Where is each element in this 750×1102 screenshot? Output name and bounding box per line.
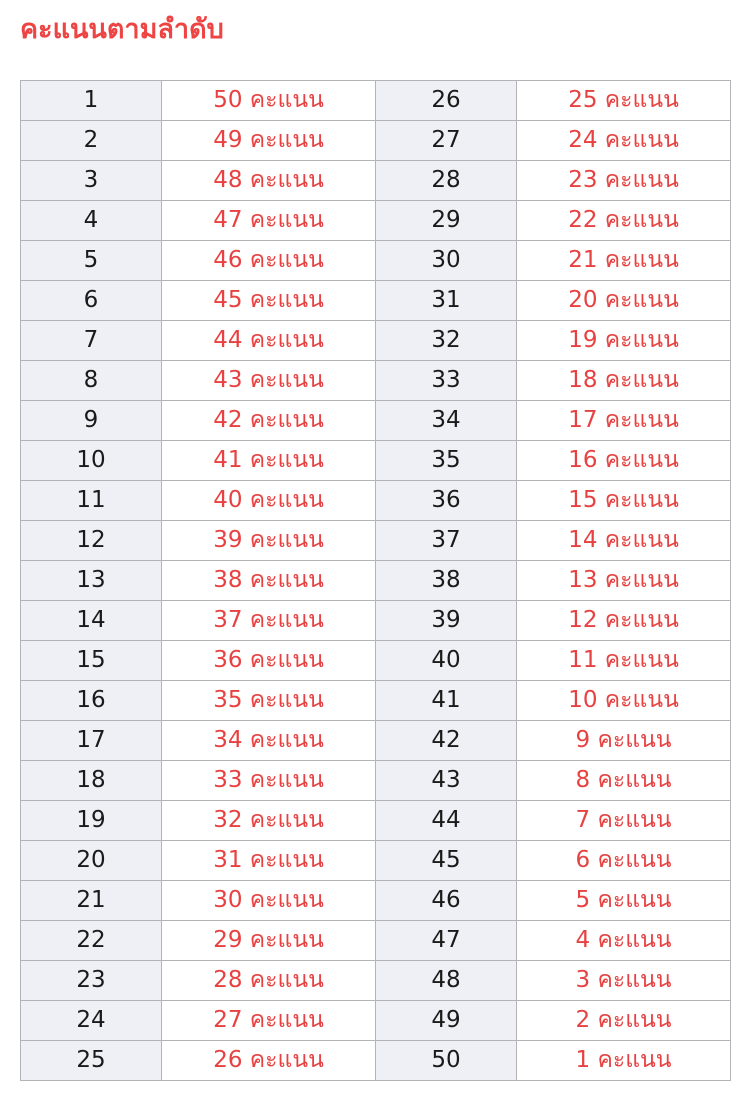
table-row: [21, 441, 731, 481]
score-left-cell: 38 คะแนน: [162, 561, 376, 601]
rank-left-cell: 5: [21, 241, 162, 281]
score-right-cell: 11 คะแนน: [517, 641, 731, 681]
table-row: [21, 841, 731, 881]
table-row: [21, 161, 731, 201]
score-right-cell: 12 คะแนน: [517, 601, 731, 641]
score-left-cell: 35 คะแนน: [162, 681, 376, 721]
table-row: [21, 1001, 731, 1041]
table-row: [21, 201, 731, 241]
rank-left-cell: 23: [21, 961, 162, 1001]
score-right-cell: 16 คะแนน: [517, 441, 731, 481]
rank-left-cell: 12: [21, 521, 162, 561]
table-row: [21, 81, 731, 121]
score-right-cell: 19 คะแนน: [517, 321, 731, 361]
score-left-cell: 41 คะแนน: [162, 441, 376, 481]
rank-left-cell: 19: [21, 801, 162, 841]
table-row: [21, 121, 731, 161]
table-row: [21, 921, 731, 961]
table-row: [21, 681, 731, 721]
table-row: [21, 881, 731, 921]
score-right-cell: 25 คะแนน: [517, 81, 731, 121]
rank-right-cell: 48: [376, 961, 517, 1001]
rank-right-cell: 28: [376, 161, 517, 201]
table-row: [21, 401, 731, 441]
rank-right-cell: 46: [376, 881, 517, 921]
rank-right-cell: 37: [376, 521, 517, 561]
score-left-cell: 26 คะแนน: [162, 1041, 376, 1081]
score-right-cell: 23 คะแนน: [517, 161, 731, 201]
rank-right-cell: 31: [376, 281, 517, 321]
rank-right-cell: 33: [376, 361, 517, 401]
rank-left-cell: 22: [21, 921, 162, 961]
rank-left-cell: 8: [21, 361, 162, 401]
rank-right-cell: 41: [376, 681, 517, 721]
rank-right-cell: 40: [376, 641, 517, 681]
score-left-cell: 28 คะแนน: [162, 961, 376, 1001]
score-left-cell: 27 คะแนน: [162, 1001, 376, 1041]
score-right-cell: 24 คะแนน: [517, 121, 731, 161]
table-row: [21, 721, 731, 761]
score-left-cell: 32 คะแนน: [162, 801, 376, 841]
rank-right-cell: 35: [376, 441, 517, 481]
table-row: [21, 1041, 731, 1081]
score-right-cell: 22 คะแนน: [517, 201, 731, 241]
rank-right-cell: 42: [376, 721, 517, 761]
rank-right-cell: 30: [376, 241, 517, 281]
score-left-cell: 49 คะแนน: [162, 121, 376, 161]
score-right-cell: 13 คะแนน: [517, 561, 731, 601]
rank-left-cell: 14: [21, 601, 162, 641]
rank-right-cell: 34: [376, 401, 517, 441]
rank-right-cell: 36: [376, 481, 517, 521]
table-row: [21, 801, 731, 841]
score-left-cell: 33 คะแนน: [162, 761, 376, 801]
rank-right-cell: 50: [376, 1041, 517, 1081]
rank-left-cell: 17: [21, 721, 162, 761]
score-left-cell: 42 คะแนน: [162, 401, 376, 441]
score-left-cell: 39 คะแนน: [162, 521, 376, 561]
table-row: [21, 601, 731, 641]
score-left-cell: 36 คะแนน: [162, 641, 376, 681]
rank-left-cell: 3: [21, 161, 162, 201]
rank-left-cell: 24: [21, 1001, 162, 1041]
rank-right-cell: 38: [376, 561, 517, 601]
score-left-cell: 45 คะแนน: [162, 281, 376, 321]
rank-right-cell: 44: [376, 801, 517, 841]
rank-left-cell: 2: [21, 121, 162, 161]
rank-left-cell: 7: [21, 321, 162, 361]
score-right-cell: 8 คะแนน: [517, 761, 731, 801]
rank-left-cell: 10: [21, 441, 162, 481]
score-table: [20, 80, 731, 1081]
table-row: [21, 561, 731, 601]
score-right-cell: 7 คะแนน: [517, 801, 731, 841]
rank-right-cell: 47: [376, 921, 517, 961]
score-left-cell: 30 คะแนน: [162, 881, 376, 921]
score-right-cell: 9 คะแนน: [517, 721, 731, 761]
rank-left-cell: 6: [21, 281, 162, 321]
rank-right-cell: 29: [376, 201, 517, 241]
rank-right-cell: 26: [376, 81, 517, 121]
score-left-cell: 29 คะแนน: [162, 921, 376, 961]
rank-right-cell: 39: [376, 601, 517, 641]
score-right-cell: 2 คะแนน: [517, 1001, 731, 1041]
score-left-cell: 50 คะแนน: [162, 81, 376, 121]
table-row: [21, 521, 731, 561]
score-right-cell: 3 คะแนน: [517, 961, 731, 1001]
rank-left-cell: 25: [21, 1041, 162, 1081]
rank-left-cell: 9: [21, 401, 162, 441]
score-right-cell: 15 คะแนน: [517, 481, 731, 521]
rank-left-cell: 4: [21, 201, 162, 241]
score-left-cell: 43 คะแนน: [162, 361, 376, 401]
score-left-cell: 44 คะแนน: [162, 321, 376, 361]
rank-left-cell: 21: [21, 881, 162, 921]
rank-left-cell: 16: [21, 681, 162, 721]
score-left-cell: 46 คะแนน: [162, 241, 376, 281]
table-row: [21, 761, 731, 801]
score-right-cell: 10 คะแนน: [517, 681, 731, 721]
rank-right-cell: 49: [376, 1001, 517, 1041]
rank-left-cell: 11: [21, 481, 162, 521]
score-left-cell: 47 คะแนน: [162, 201, 376, 241]
table-row: [21, 241, 731, 281]
score-right-cell: 21 คะแนน: [517, 241, 731, 281]
table-row: [21, 361, 731, 401]
rank-right-cell: 45: [376, 841, 517, 881]
score-right-cell: 20 คะแนน: [517, 281, 731, 321]
table-row: [21, 641, 731, 681]
score-left-cell: 34 คะแนน: [162, 721, 376, 761]
score-right-cell: 4 คะแนน: [517, 921, 731, 961]
score-right-cell: 17 คะแนน: [517, 401, 731, 441]
rank-left-cell: 15: [21, 641, 162, 681]
score-right-cell: 6 คะแนน: [517, 841, 731, 881]
table-row: [21, 961, 731, 1001]
page-title: คะแนนตามลำดับ: [20, 14, 224, 45]
score-left-cell: 37 คะแนน: [162, 601, 376, 641]
rank-right-cell: 43: [376, 761, 517, 801]
rank-left-cell: 1: [21, 81, 162, 121]
table-row: [21, 481, 731, 521]
rank-left-cell: 18: [21, 761, 162, 801]
score-left-cell: 40 คะแนน: [162, 481, 376, 521]
score-right-cell: 14 คะแนน: [517, 521, 731, 561]
rank-left-cell: 20: [21, 841, 162, 881]
rank-left-cell: 13: [21, 561, 162, 601]
rank-right-cell: 32: [376, 321, 517, 361]
rank-right-cell: 27: [376, 121, 517, 161]
table-row: [21, 281, 731, 321]
score-right-cell: 1 คะแนน: [517, 1041, 731, 1081]
score-right-cell: 18 คะแนน: [517, 361, 731, 401]
score-table-body: [21, 81, 731, 1081]
score-left-cell: 48 คะแนน: [162, 161, 376, 201]
table-row: [21, 321, 731, 361]
score-left-cell: 31 คะแนน: [162, 841, 376, 881]
score-right-cell: 5 คะแนน: [517, 881, 731, 921]
